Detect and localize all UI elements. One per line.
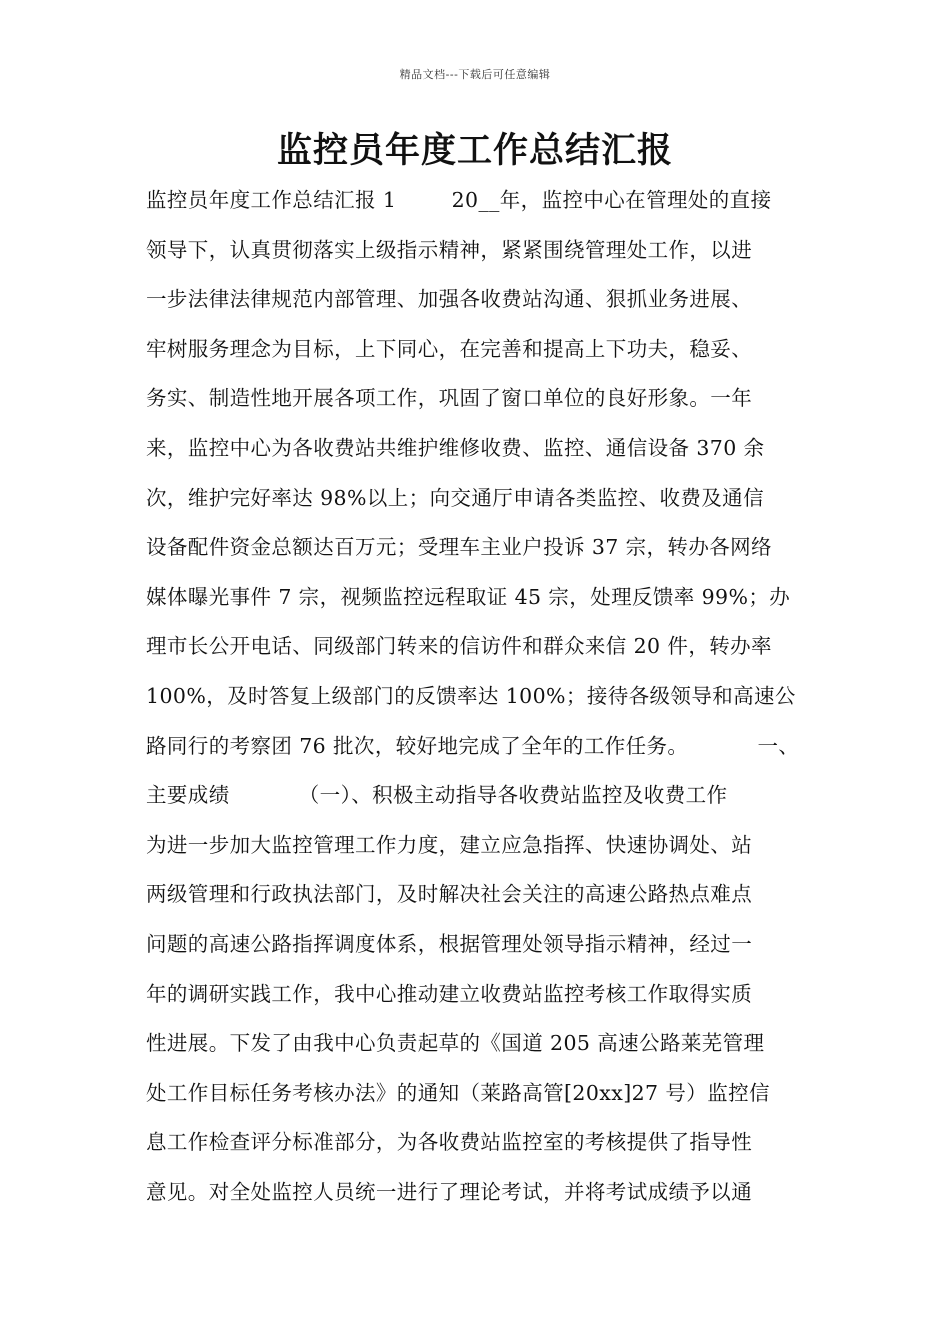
body-line: 问题的高速公路指挥调度体系，根据管理处领导指示精神，经过一 bbox=[146, 931, 753, 956]
body-text bbox=[146, 176, 806, 1217]
body-line: 来，监控中心为各收费站共维护维修收费、监控、通信设备 370 余 bbox=[146, 435, 765, 460]
body-line: 路同行的考察团 76 批次，较好地完成了全年的工作任务。 一、 bbox=[146, 733, 800, 758]
body-line: 牢树服务理念为目标，上下同心，在完善和提高上下功夫，稳妥、 bbox=[146, 336, 753, 361]
body-line: 处工作目标任务考核办法》的通知（莱路高管[20xx]27 号）监控信 bbox=[146, 1080, 770, 1105]
body-line: 媒体曝光事件 7 宗，视频监控远程取证 45 宗，处理反馈率 99%；办 bbox=[146, 584, 791, 609]
body-line: 两级管理和行政执法部门，及时解决社会关注的高速公路热点难点 bbox=[146, 882, 753, 907]
body-line: 领导下，认真贯彻落实上级指示精神，紧紧围绕管理处工作，以进 bbox=[146, 237, 753, 262]
body-line: 息工作检查评分标准部分，为各收费站监控室的考核提供了指导性 bbox=[146, 1130, 753, 1155]
body-line: 为进一步加大监控管理工作力度，建立应急指挥、快速协调处、站 bbox=[146, 832, 753, 857]
body-line: 务实、制造性地开展各项工作，巩固了窗口单位的良好形象。一年 bbox=[146, 386, 753, 411]
header-note: 精品文档---下载后可任意编辑 bbox=[399, 68, 551, 81]
body-line: 100%，及时答复上级部门的反馈率达 100%；接待各级领导和高速公 bbox=[146, 683, 796, 708]
body-line: 理市长公开电话、同级部门转来的信访件和群众来信 20 件，转办率 bbox=[146, 634, 772, 659]
body-line: 次，维护完好率达 98%以上；向交通厅申请各类监控、收费及通信 bbox=[146, 485, 764, 510]
body-line: 意见。对全处监控人员统一进行了理论考试，并将考试成绩予以通 bbox=[146, 1179, 753, 1204]
page-title: 监控员年度工作总结汇报 bbox=[276, 130, 673, 171]
body-line: 主要成绩 （一）、积极主动指导各收费站监控及收费工作 bbox=[146, 783, 728, 808]
body-line: 年的调研实践工作，我中心推动建立收费站监控考核工作取得实质 bbox=[146, 981, 753, 1006]
body-line: 监控员年度工作总结汇报 1 20__年，监控中心在管理处的直接 bbox=[146, 188, 772, 212]
body-line: 一步法律法律规范内部管理、加强各收费站沟通、狠抓业务进展、 bbox=[146, 287, 753, 312]
body-line: 设备配件资金总额达百万元；受理车主业户投诉 37 宗，转办各网络 bbox=[146, 535, 772, 560]
body-line: 性进展。下发了由我中心负责起草的《国道 205 高速公路莱芜管理 bbox=[146, 1031, 765, 1056]
